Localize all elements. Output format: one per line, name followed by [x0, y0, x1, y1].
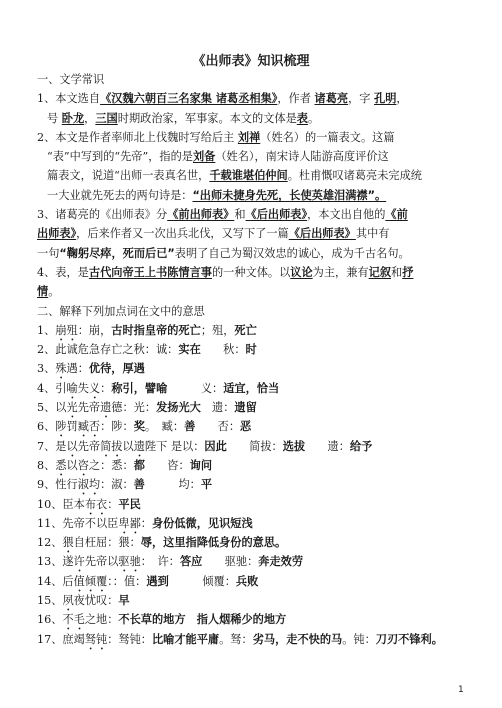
vocab-dotted-word: 以 — [66, 439, 78, 453]
vocab-dotted-word: 卑鄙 — [118, 516, 141, 530]
vocab-definition: 遇到 — [146, 574, 169, 588]
literary-note-2-cont: 一大业就先死去的两句诗是：“出师未捷身先死，长使英雄泪满襟”。 — [47, 188, 387, 202]
vocab-text: 罚 — [66, 420, 78, 434]
vocab-definition: 劣马，走不快的马 — [252, 632, 343, 646]
vocab-dotted-word: 光 — [66, 401, 78, 415]
document-title: 《出师表》知识梳理 — [192, 54, 310, 69]
vocab-item — [37, 359, 477, 378]
vocab-text: 7、是 — [37, 439, 67, 453]
vocab-text: 。驽： — [219, 632, 253, 646]
vocab-dotted-word: 殊 — [55, 362, 67, 376]
vocab-dotted-word: 遗 — [133, 439, 145, 453]
vocab-definition: 恶 — [240, 420, 252, 434]
vocab-definition: 优待，厚遇 — [88, 362, 145, 376]
vocab-dotted-word: 布衣 — [84, 497, 108, 511]
vocab-item — [37, 340, 477, 359]
vocab-dotted-word: 遗 — [100, 401, 112, 415]
vocab-dotted-word: 咨 — [77, 458, 89, 472]
vocab-definition: 因此 — [204, 439, 227, 453]
vocab-text: 简拔： — [226, 439, 283, 453]
vocab-dotted-word: 均 — [88, 478, 101, 492]
vocab-dotted-word: 悉 — [55, 458, 67, 472]
vocab-dotted-word: 义 — [88, 381, 101, 395]
vocab-definition: 询问 — [189, 458, 213, 472]
vocab-definition: 奖 — [133, 420, 145, 434]
vocab-dotted-word: 猥 — [62, 536, 74, 550]
vocab-dotted-word: 淑 — [77, 478, 89, 492]
vocab-text: 2、此诚危急存亡之秋：诚： — [37, 343, 179, 357]
vocab-text: ：淑： — [100, 478, 134, 492]
vocab-text: 3、 — [37, 362, 56, 376]
vocab-item — [37, 456, 477, 475]
vocab-text: 以 — [122, 439, 134, 453]
vocab-text: 。 臧： — [144, 420, 185, 434]
vocab-text: ：崩， — [77, 323, 112, 337]
vocab-definition: 称引，譬喻 — [111, 381, 168, 395]
vocab-text: 先帝 — [77, 401, 101, 415]
vocab-text: 德：光： — [111, 401, 157, 415]
vocab-definition: 辱，这里指降低身份的意思。 — [140, 536, 287, 550]
vocab-item — [37, 398, 477, 417]
vocab-item — [37, 610, 477, 629]
vocab-definition: 适宜，恰当 — [223, 381, 280, 395]
vocab-text: ；殂， — [200, 323, 235, 337]
vocab-dotted-word: 臧 — [77, 420, 89, 434]
vocab-text: 以 — [66, 458, 78, 472]
vocab-definition: 平 — [200, 478, 213, 492]
vocab-text: 之地： — [84, 613, 119, 627]
vocab-text: 失 — [77, 381, 89, 395]
vocab-dotted-word: 驱驰 — [118, 555, 141, 569]
vocab-text: 10、臣本 — [37, 497, 85, 511]
vocab-definition: 平民 — [118, 497, 141, 511]
literary-note-1: 1、本文选自《汉魏六朝百三名家集 诸葛丞相集》，作者 诸葛亮，字 孔明， — [37, 92, 408, 106]
vocab-text: ： — [100, 381, 112, 395]
vocab-text: ：陟： — [100, 420, 134, 434]
vocab-definition: 遗留 — [234, 401, 257, 415]
vocab-dotted-word: 简拔 — [100, 439, 123, 453]
vocab-definition: 奔走效劳 — [258, 555, 304, 569]
vocab-text: 倾覆： — [168, 574, 236, 588]
vocab-text: 秋： — [200, 343, 246, 357]
vocab-text: 夜忧叹： — [73, 594, 119, 608]
vocab-dotted-word: 不毛 — [62, 613, 85, 627]
vocab-item — [37, 475, 477, 494]
vocab-text: 先帝 — [77, 439, 101, 453]
vocab-text: 6、 — [37, 420, 56, 434]
literary-note-2: 2、本文是作者率师北上伐魏时写给后主 刘禅（姓名）的一篇表文。这篇 — [37, 130, 395, 144]
vocab-definition: 发扬光大 — [156, 401, 201, 415]
vocab-text: 。钝： — [342, 632, 376, 646]
literary-note-1-cont: 号 卧龙，三国时期政治家，军事家。本文的文体是表。 — [47, 111, 320, 125]
section-heading: 二、解释下列加点词在文中的意思 — [37, 304, 205, 318]
vocab-definition: 答应 — [179, 555, 203, 569]
vocab-text: 咨： — [144, 458, 190, 472]
vocab-dotted-word: 许 — [73, 555, 85, 569]
vocab-text: 遗： — [200, 401, 235, 415]
vocab-dotted-word: 崩 — [55, 323, 67, 337]
vocab-dotted-word: 驽钝 — [84, 632, 108, 646]
vocab-text: 15、 — [37, 594, 63, 608]
literary-note-3-cont: 出师表》，后来作者又一次出兵北伐，又写下了一篇《后出师表》其中有 — [37, 227, 390, 241]
vocab-item — [37, 379, 477, 398]
vocab-dotted-word: 陟 — [55, 420, 67, 434]
vocab-item — [37, 630, 477, 649]
vocab-text: 16、 — [37, 613, 63, 627]
vocab-definition: 兵败 — [235, 574, 259, 588]
vocab-dotted-word: 倾覆 — [84, 574, 108, 588]
vocab-dotted-word: 否 — [88, 420, 101, 434]
vocab-text: ： 许： — [140, 555, 180, 569]
vocab-text: 13、遂 — [37, 555, 74, 569]
vocab-text: 陛下 是以： — [144, 439, 205, 453]
vocab-definition: 古时指皇帝的死亡 — [111, 323, 201, 337]
vocab-text: 义： — [167, 381, 224, 395]
vocab-text: 9、性行 — [37, 478, 78, 492]
vocab-text: 14、后 — [37, 574, 74, 588]
vocab-definition: 早 — [118, 594, 130, 608]
literary-note-4-cont: 情。 — [37, 285, 60, 299]
document-body — [37, 70, 477, 649]
vocab-text: 12、 — [37, 536, 63, 550]
vocab-text: ： — [107, 497, 119, 511]
vocab-dotted-word: 夙 — [62, 594, 74, 608]
vocab-text: 5、以 — [37, 401, 67, 415]
vocab-item — [37, 572, 477, 591]
vocab-definition: 都 — [133, 458, 145, 472]
page-number: 1 — [458, 685, 464, 695]
vocab-definition: 给予 — [349, 439, 373, 453]
vocab-text: ： — [140, 516, 152, 530]
vocab-text: 17、庶竭 — [37, 632, 85, 646]
vocab-text: 遇： — [66, 362, 89, 376]
vocab-definition: 时 — [245, 343, 257, 357]
vocab-item — [37, 552, 477, 571]
vocab-definition: 善 — [184, 420, 196, 434]
vocab-definition: 选拔 — [282, 439, 306, 453]
vocab-item — [37, 321, 477, 340]
vocab-text: 先帝以 — [84, 555, 119, 569]
vocab-item — [37, 533, 477, 552]
vocab-dotted-word: 喻 — [66, 381, 78, 395]
vocab-item — [37, 591, 477, 610]
vocab-item — [37, 495, 477, 514]
vocab-definition: 比喻才能平庸 — [151, 632, 220, 646]
vocab-text: ：：值： — [107, 574, 147, 588]
vocab-item — [37, 514, 477, 533]
vocab-list — [37, 321, 477, 649]
vocab-text: 驱驰： — [202, 555, 259, 569]
vocab-text: 之：悉： — [88, 458, 134, 472]
vocab-dotted-word: 值 — [73, 574, 85, 588]
vocab-definition: 刀刃不锋利。 — [375, 632, 443, 646]
vocab-dotted-word: 殂 — [66, 323, 78, 337]
vocab-text: 11、先帝不以臣 — [37, 516, 119, 530]
vocab-text: 否： — [195, 420, 241, 434]
literary-note-2-cont: 篇表文，说道“出师一表真名世，千载谁堪伯仲间。杜甫慨叹诸葛亮未完成统 — [47, 169, 422, 183]
literary-note-2-cont: “表”中写到的“先帝”，指的是刘备（姓名），南宋诗人陆游高度评价这 — [47, 150, 389, 164]
vocab-text: ：驽钝： — [107, 632, 152, 646]
vocab-text: 遗： — [305, 439, 350, 453]
vocab-definition: 实在 — [178, 343, 201, 357]
vocab-item — [37, 417, 477, 436]
literary-note-3: 3、诸葛亮的《出师表》分《前出师表》和《后出师表》，本文出自他的《前 — [37, 208, 408, 222]
section-heading: 一、文学常识 — [37, 73, 105, 86]
vocab-text: 4、引 — [37, 381, 67, 395]
vocab-text: 自枉屈：猥： — [73, 536, 141, 550]
vocab-definition: 善 — [133, 478, 145, 492]
vocab-definition: 不长草的地方 指人烟稀少的地方 — [118, 613, 287, 627]
vocab-definition: 死亡 — [234, 323, 257, 337]
vocab-item — [37, 437, 477, 456]
vocab-text: 8、 — [37, 458, 56, 472]
vocab-text: 1、 — [37, 323, 56, 337]
vocab-definition: 身份低微，见识短浅 — [151, 516, 253, 530]
literary-note-4: 4、表，是古代向帝王上书陈情言事的一种文体。以议论为主，兼有记叙和抒 — [37, 265, 414, 279]
vocab-text: 均： — [144, 478, 201, 492]
literary-note-3-cont: 一句“鞠躬尽瘁，死而后已”表明了自己为蜀汉效忠的诚心，成为千古名句。 — [37, 246, 410, 260]
